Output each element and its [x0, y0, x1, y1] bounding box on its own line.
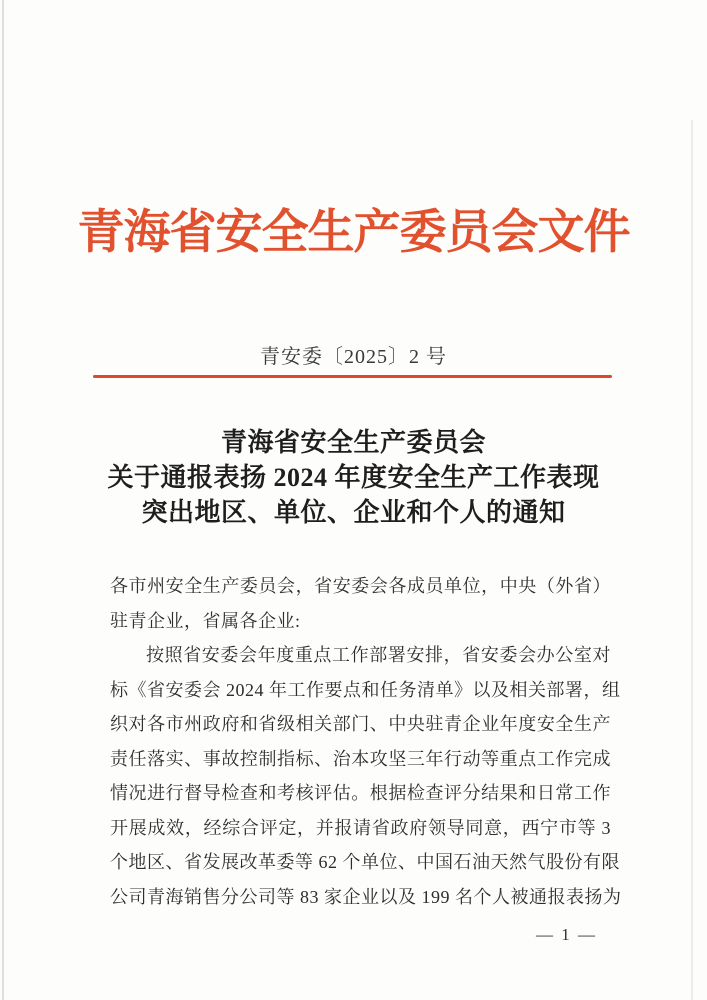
document-title [0, 425, 707, 530]
document-title-line-2: 关于通报表扬 2024 年度安全生产工作表现 [107, 463, 600, 492]
body-line: 各市州安全生产委员会，省安委会各成员单位，中央（外省） [110, 576, 611, 596]
body-line: 织对各市州政府和省级相关部门、中央驻青企业年度安全生产 [110, 714, 611, 734]
body-line: 责任落实、事故控制指标、治本攻坚三年行动等重点工作完成 [110, 748, 611, 769]
body-line: 公司青海销售分公司等 83 家企业以及 199 名个人被通报表扬为 [110, 886, 622, 907]
body-line: 情况进行督导检查和考核评估。根据检查评分结果和日常工作 [110, 783, 611, 803]
body-line: 标《省安委会 2024 年工作要点和任务清单》以及相关部署，组 [110, 679, 621, 700]
body-line: 开展成效，经综合评定，并报请省政府领导同意，西宁市等 3 [110, 817, 611, 838]
document-number: 青安委〔2025〕2 号 [260, 346, 447, 368]
body-line: 驻青企业，省属各企业: [110, 610, 301, 631]
body-line: 按照省安委会年度重点工作部署安排，省安委会办公室对 [146, 645, 611, 665]
body-line: 个地区、省发展改革委等 62 个单位、中国石油天然气股份有限 [110, 852, 620, 872]
letterhead-title: 青海省安全生产委员会文件 [77, 207, 630, 259]
document-title-line-1: 青海省安全生产委员会 [220, 428, 486, 457]
page-number: — 1 — [536, 925, 597, 944]
document-title-line-3: 突出地区、单位、企业和个人的通知 [141, 498, 566, 527]
document-body [110, 569, 622, 914]
red-divider-rule [93, 375, 612, 378]
